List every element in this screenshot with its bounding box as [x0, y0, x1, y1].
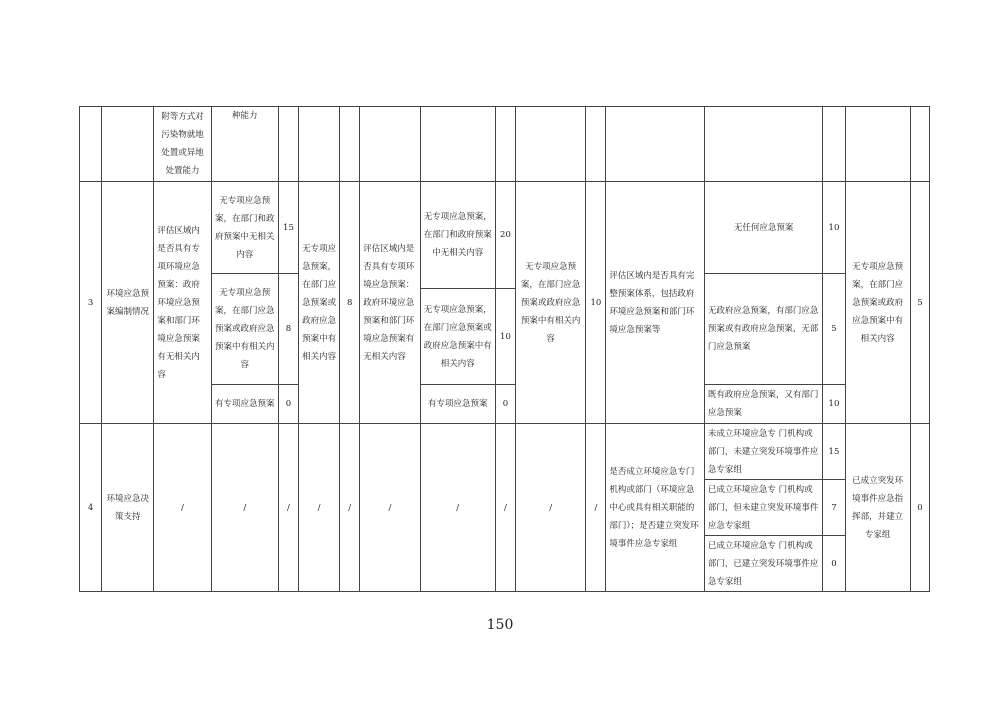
row-index: 4	[80, 424, 102, 592]
cell-slash: /	[340, 424, 360, 592]
standard-c-2: 已成立环境应急专 门机构或部门，但未建立突发环境事件应急专家组	[704, 480, 823, 536]
cell-empty	[102, 107, 154, 182]
assessment-table	[79, 106, 930, 592]
page-number: 150	[486, 617, 514, 633]
score-c-3: 0	[823, 536, 845, 592]
standard-b-3: 有专项应急预案	[420, 385, 495, 424]
score-c-1: 10	[823, 182, 845, 274]
cell-slash: /	[360, 424, 420, 592]
cell-empty	[495, 107, 515, 182]
standard-c-2: 无政府应急预案，有部门应急预案或有政府应急预案，无部门应急预案	[704, 274, 823, 385]
cell-empty	[704, 107, 823, 182]
cell-empty	[516, 107, 586, 182]
cell-empty	[278, 107, 298, 182]
standard-a-3: 有专项应急预案	[211, 385, 278, 424]
cell-criteria-cont: 附等方式对污染物就地处置或异地处置能力	[154, 107, 211, 182]
standard-c-1: 无任何应急预案	[704, 182, 823, 274]
standard-c-1: 未成立环境应急专 门机构或部门，未建立突发环境事件应急专家组	[704, 424, 823, 480]
standard-c-3: 已成立环境应急专 门机构或部门，已建立突发环境事件应急专家组	[704, 536, 823, 592]
criteria-b: 评估区域内是否具有专项环境应急预案：政府环境应急预案和部门环境应急预案有无相关内容	[360, 182, 420, 424]
score-b-3: 0	[495, 385, 515, 424]
row-item-name: 环境应急预案编制情况	[102, 182, 154, 424]
cell-slash: /	[586, 424, 606, 592]
cell-empty	[606, 107, 704, 182]
score-b-2: 10	[495, 289, 515, 385]
table-row-3a	[80, 182, 930, 274]
result-score-b: 10	[586, 182, 606, 424]
cell-slash: /	[154, 424, 211, 592]
score-a-1: 15	[278, 182, 298, 274]
cell-empty	[420, 107, 495, 182]
cell-empty	[586, 107, 606, 182]
standard-b-1: 无专项应急预案，在部门和政府预案中无相关内容	[420, 182, 495, 289]
result-c: 无专项应急预案，在部门应急预案或政府应急预案中有相关内容	[845, 182, 910, 424]
result-a: 无专项应急预案，在部门应急预案或政府应急预案中有相关内容	[299, 182, 340, 424]
cell-empty	[80, 107, 102, 182]
standard-b-2: 无专项应急预案，在部门应急预案或政府应急预案中有相关内容	[420, 289, 495, 385]
cell-slash: /	[299, 424, 340, 592]
result-b: 无专项应急预案，在部门应急预案或政府应急预案中有相关内容	[516, 182, 586, 424]
result-score-a: 8	[340, 182, 360, 424]
score-a-2: 8	[278, 274, 298, 385]
result-score-c: 5	[910, 182, 929, 424]
cell-empty	[360, 107, 420, 182]
criteria-a: 评估区域内是否具有专项环境应急预案：政府环境应急预案和部门环境应急预案有无相关内容	[154, 182, 211, 424]
cell-slash: /	[420, 424, 495, 592]
table-row-continued	[80, 107, 930, 182]
row-item-name: 环境应急决策支持	[102, 424, 154, 592]
score-c-2: 7	[823, 480, 845, 536]
cell-slash: /	[211, 424, 278, 592]
cell-slash: /	[495, 424, 515, 592]
row-index: 3	[80, 182, 102, 424]
cell-empty	[845, 107, 910, 182]
cell-empty	[910, 107, 929, 182]
criteria-c: 评估区域内是否具有完整预案体系，包括政府环境应急预案和部门环境应急预案等	[606, 182, 704, 424]
score-a-3: 0	[278, 385, 298, 424]
standard-c-3: 既有政府应急预案，又有部门应急预案	[704, 385, 823, 424]
cell-standard-cont: 种能力	[211, 107, 278, 182]
score-c-3: 10	[823, 385, 845, 424]
cell-empty	[299, 107, 340, 182]
result-c: 已成立突发环境事件应急指挥部，并建立专家组	[845, 424, 910, 592]
score-c-2: 5	[823, 274, 845, 385]
result-score-c: 0	[910, 424, 929, 592]
cell-empty	[340, 107, 360, 182]
criteria-c: 是否成立环境应急专门机构或部门（环境应急中心或具有相关职能的部门）；是否建立突发环境事件应急专家组	[606, 424, 704, 592]
cell-empty	[823, 107, 845, 182]
score-c-1: 15	[823, 424, 845, 480]
cell-slash: /	[516, 424, 586, 592]
standard-a-1: 无专项应急预案，在部门和政府预案中无相关内容	[211, 182, 278, 274]
score-b-1: 20	[495, 182, 515, 289]
cell-slash: /	[278, 424, 298, 592]
table-row-4a	[80, 424, 930, 480]
standard-a-2: 无专项应急预案，在部门应急预案或政府应急预案中有相关内容	[211, 274, 278, 385]
